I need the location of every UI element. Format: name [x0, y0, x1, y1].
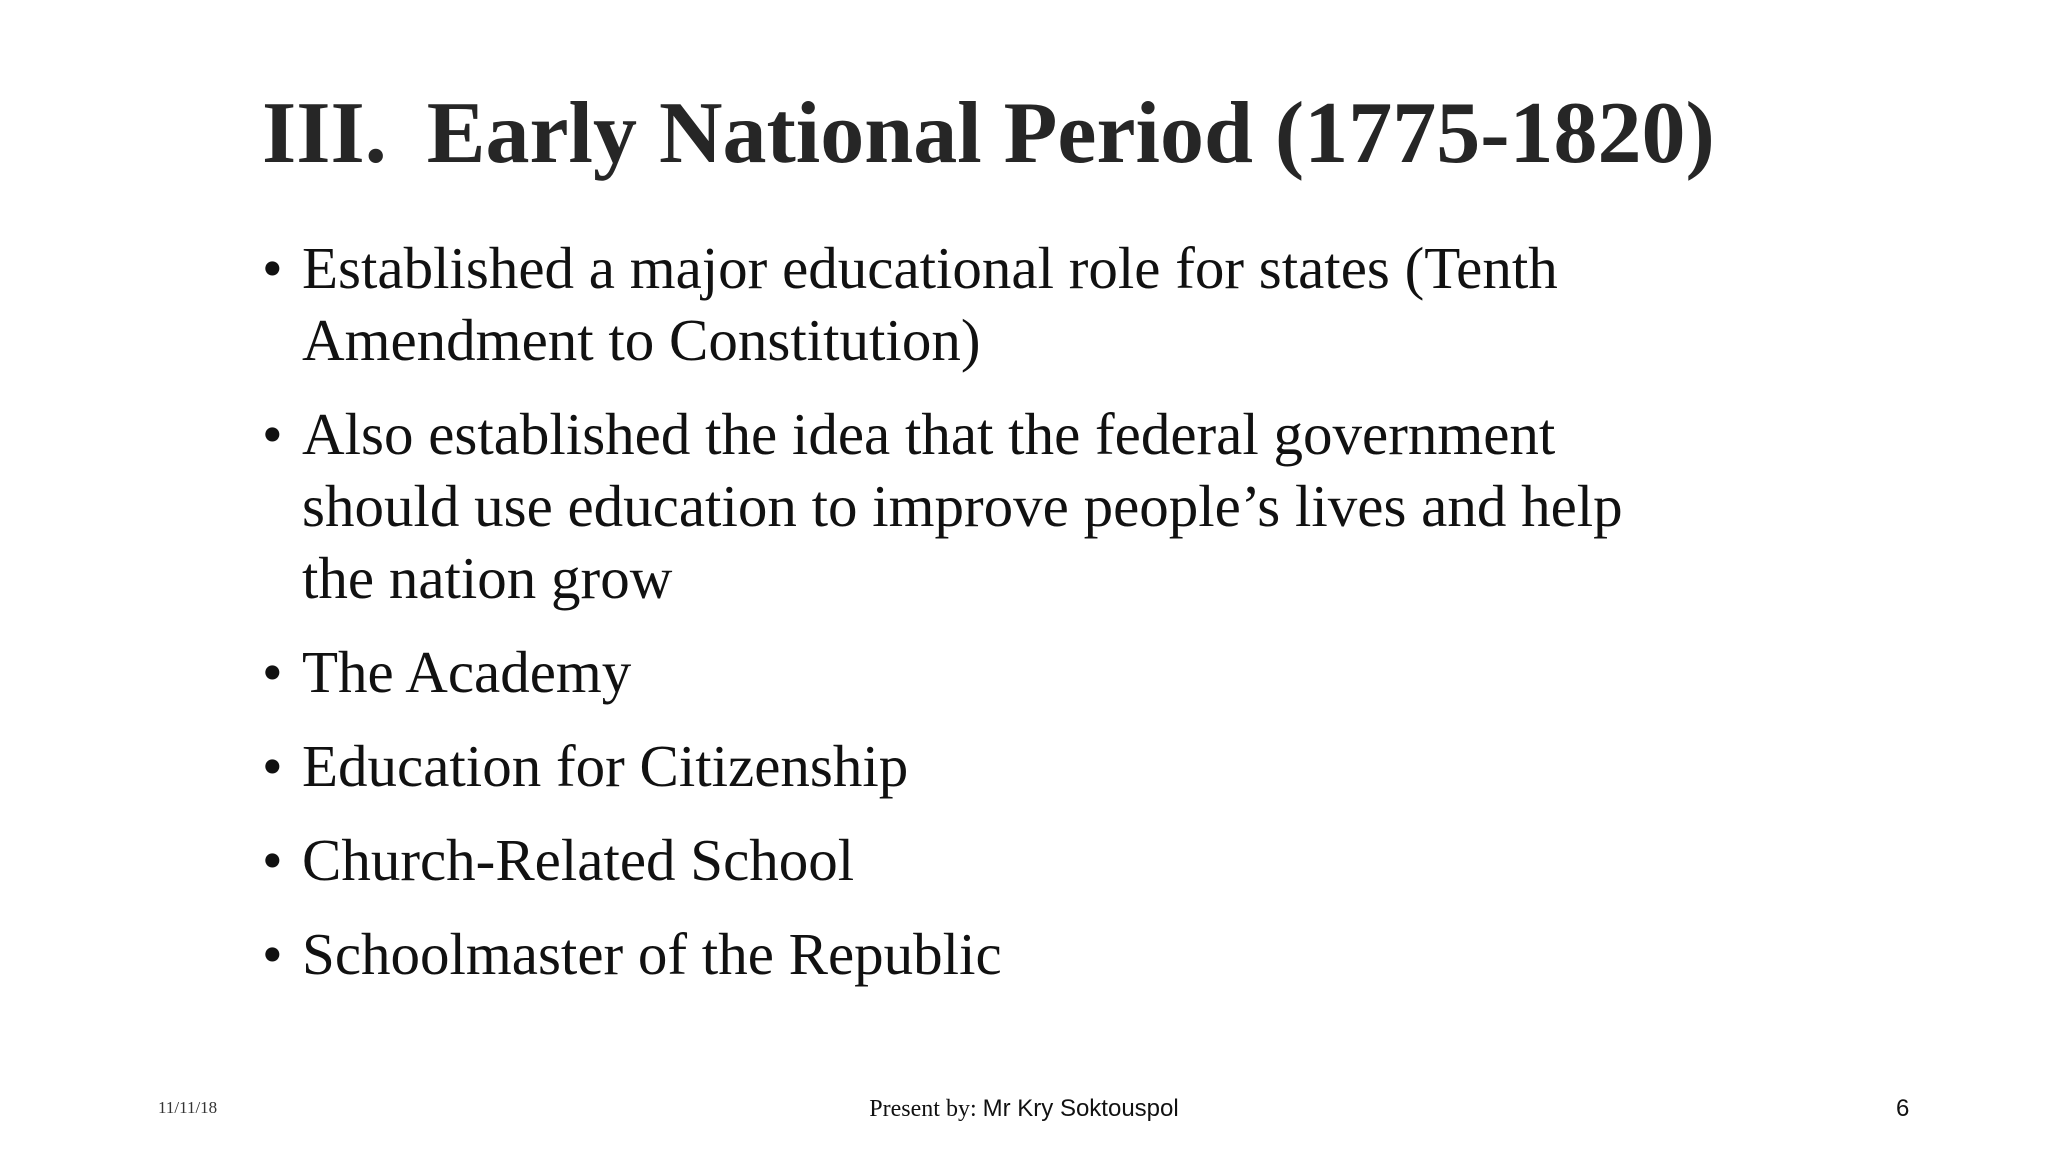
bullet-item: [262, 636, 1702, 708]
bullet-item: [262, 232, 1702, 376]
slide-title: [262, 84, 1962, 184]
bullet-marker: •: [262, 401, 283, 467]
slide-number: 6: [1896, 1095, 1910, 1122]
presenter-name: Mr Kry Soktouspol: [982, 1095, 1179, 1122]
title-text: Early National Period (1775-1820): [426, 85, 1715, 182]
bullet-marker: •: [262, 733, 283, 799]
footer-date: 11/11/18: [158, 1098, 218, 1117]
bullet-marker: •: [262, 639, 283, 705]
bullet-text: Also established the idea that the federal government should use education to improve people’s lives and help the nation grow: [302, 401, 1623, 611]
presenter-label: Present by:: [869, 1096, 977, 1122]
bullet-text: Schoolmaster of the Republic: [302, 921, 1002, 987]
bullet-text: The Academy: [302, 639, 632, 705]
bullet-item: [262, 730, 1702, 802]
bullet-list: [262, 232, 1702, 1012]
bullet-item: [262, 918, 1702, 990]
bullet-text: Church-Related School: [302, 827, 855, 893]
bullet-marker: •: [262, 827, 283, 893]
footer-presenter: [0, 1095, 2048, 1123]
bullet-item: [262, 824, 1702, 896]
bullet-text: Education for Citizenship: [302, 733, 909, 799]
bullet-marker: •: [262, 235, 283, 301]
bullet-marker: •: [262, 921, 283, 987]
bullet-item: [262, 398, 1702, 614]
bullet-text: Established a major educational role for states (Tenth Amendment to Constitution): [302, 235, 1558, 373]
title-numeral: III.: [262, 85, 387, 182]
